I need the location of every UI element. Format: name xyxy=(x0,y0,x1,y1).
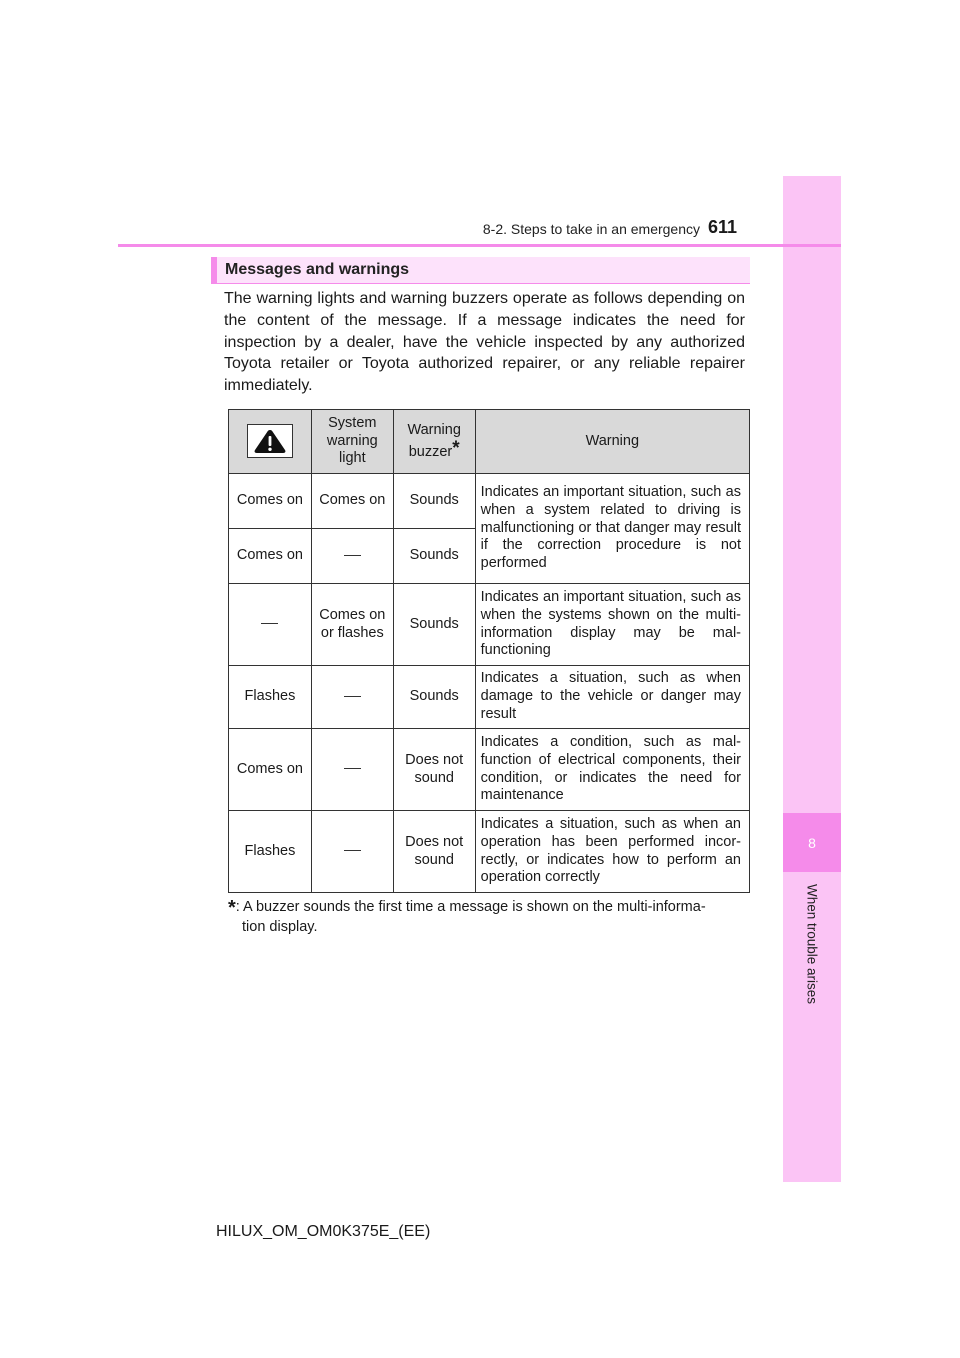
dash-mark xyxy=(344,696,361,697)
table-header-row xyxy=(229,410,750,474)
header-warning: Warning xyxy=(475,410,749,474)
chapter-title: When trouble arises xyxy=(804,884,820,1005)
cell-light xyxy=(229,584,312,666)
cell-buzzer: Does not sound xyxy=(393,729,475,811)
cell-light: Comes on xyxy=(229,474,312,529)
header-rule xyxy=(118,244,841,247)
header-warning-buzzer: Warning buzzer* xyxy=(393,410,475,474)
section-heading-text: Messages and warnings xyxy=(225,261,410,278)
dash-mark xyxy=(344,768,361,769)
master-warning-icon xyxy=(247,424,293,458)
section-heading xyxy=(211,257,750,284)
table-row xyxy=(229,584,750,666)
dash-mark xyxy=(261,623,278,624)
cell-system: Comes on xyxy=(311,474,393,529)
footnote-line-2: tion display. xyxy=(242,918,318,935)
header-section-title: 8-2. Steps to take in an emergency xyxy=(482,221,700,237)
cell-description: Indicates a situation, such as when an operation has been performed incor-rectly, or indicates how to perform an operation correctly xyxy=(475,811,749,893)
dash-mark xyxy=(344,555,361,556)
cell-buzzer: Sounds xyxy=(393,529,475,584)
table-row xyxy=(229,666,750,729)
cell-light: Flashes xyxy=(229,811,312,893)
dash-mark xyxy=(344,850,361,851)
cell-system xyxy=(311,529,393,584)
table-row xyxy=(229,729,750,811)
cell-buzzer: Sounds xyxy=(393,584,475,666)
table-row xyxy=(229,811,750,893)
cell-light: Comes on xyxy=(229,529,312,584)
cell-light: Flashes xyxy=(229,666,312,729)
footnote xyxy=(228,898,747,936)
cell-description: Indicates an important situation, such as when the systems shown on the multi-information display may be mal-functioning xyxy=(475,584,749,666)
side-chapter-tab xyxy=(783,176,841,1182)
table-row xyxy=(229,474,750,529)
footer-document-id: HILUX_OM_OM0K375E_(EE) xyxy=(216,1223,431,1240)
intro-paragraph: The warning lights and warning buzzers operate as follows depending on the content of the message. If a message indicates the need for inspection by a dealer, have the vehicle inspected by any authorized Toyota retailer or Toyota authorized repairer, or any reliable repairer immediately. xyxy=(224,290,745,395)
cell-description: Indicates a situation, such as when damage to the vehicle or danger may result xyxy=(475,666,749,729)
header-system-warning-light: System warning light xyxy=(311,410,393,474)
cell-system: Comes on or flashes xyxy=(311,584,393,666)
header-icon-cell xyxy=(229,410,312,474)
footnote-line-1: : A buzzer sounds the first time a message is shown on the multi-informa- xyxy=(235,899,706,915)
cell-buzzer: Sounds xyxy=(393,666,475,729)
cell-system xyxy=(311,666,393,729)
warning-table xyxy=(228,409,750,893)
cell-description: Indicates an important situation, such as when a system related to driving is malfunctioning or that danger may result if the correction procedure is not performed xyxy=(475,474,749,584)
cell-light: Comes on xyxy=(229,729,312,811)
chapter-number: 8 xyxy=(783,813,841,872)
cell-description: Indicates a condition, such as mal-function of electrical components, their condition, or indicates the need for maintenance xyxy=(475,729,749,811)
cell-system xyxy=(311,729,393,811)
footnote-star: * xyxy=(228,897,236,919)
cell-system xyxy=(311,811,393,893)
page-number: 611 xyxy=(708,217,738,237)
cell-buzzer: Sounds xyxy=(393,474,475,529)
cell-buzzer: Does not sound xyxy=(393,811,475,893)
footnote-marker: * xyxy=(452,437,460,459)
